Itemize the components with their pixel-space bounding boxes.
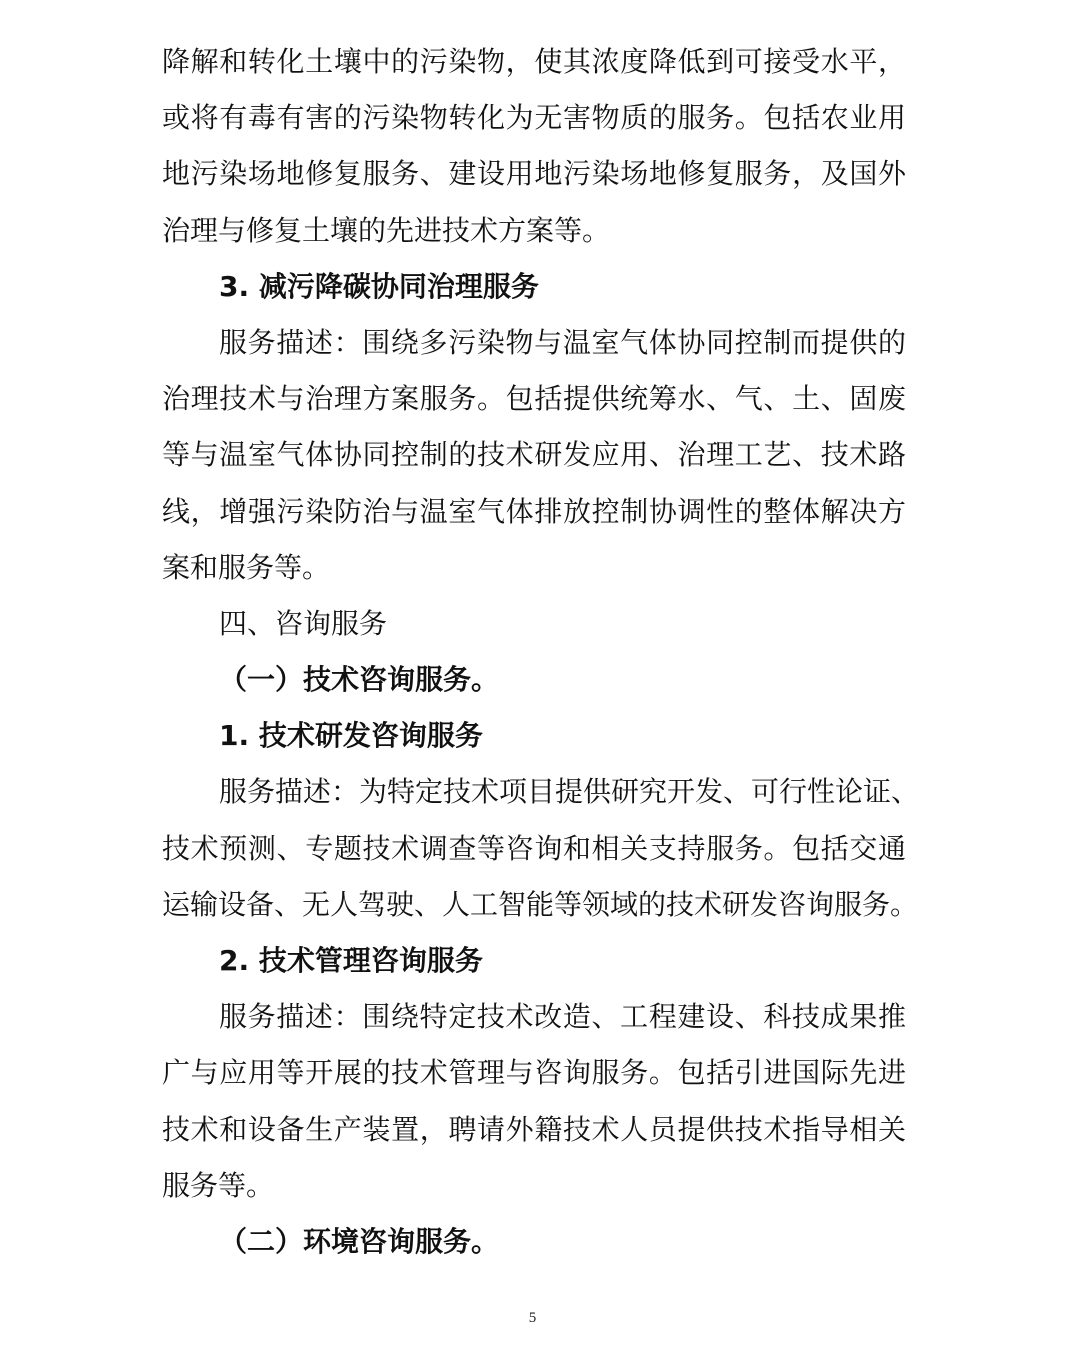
body-text-line: 技术和设备生产装置，聘请外籍技术人员提供技术指导相关 bbox=[162, 1112, 906, 1146]
subsection-heading: 2. 技术管理咨询服务 bbox=[219, 944, 483, 977]
body-text-line: 技术预测、专题技术调查等咨询和相关支持服务。包括交通 bbox=[162, 831, 906, 865]
subsection-heading: 1. 技术研发咨询服务 bbox=[219, 719, 483, 753]
body-text-line: 服务等。 bbox=[162, 1168, 275, 1202]
subsection-heading: 3. 减污降碳协同治理服务 bbox=[219, 269, 539, 303]
body-text-line: 或将有毒有害的污染物转化为无害物质的服务。包括农业用 bbox=[162, 101, 906, 135]
category-heading: （二）环境咨询服务。 bbox=[219, 1224, 500, 1258]
body-text-line: 服务描述：围绕多污染物与温室气体协同控制而提供的 bbox=[219, 325, 906, 359]
document-body bbox=[162, 34, 920, 1270]
body-text-line: 治理与修复土壤的先进技术方案等。 bbox=[162, 213, 611, 247]
body-text-line: 等与温室气体协同控制的技术研发应用、治理工艺、技术路 bbox=[162, 438, 906, 472]
body-text-line: 治理技术与治理方案服务。包括提供统筹水、气、土、固废 bbox=[162, 382, 906, 416]
body-text-line: 案和服务等。 bbox=[162, 550, 331, 584]
body-text-line: 运输设备、无人驾驶、人工智能等领域的技术研发咨询服务。 bbox=[162, 887, 919, 921]
body-text-line: 服务描述：围绕特定技术改造、工程建设、科技成果推 bbox=[219, 1000, 906, 1034]
body-text-line: 服务描述：为特定技术项目提供研究开发、可行性论证、 bbox=[219, 775, 920, 809]
body-text-line: 广与应用等开展的技术管理与咨询服务。包括引进国际先进 bbox=[162, 1056, 906, 1090]
body-text-line: 降解和转化土壤中的污染物，使其浓度降低到可接受水平， bbox=[162, 45, 906, 78]
body-text-line: 线，增强污染防治与温室气体排放控制协调性的整体解决方 bbox=[162, 494, 906, 528]
page-number: 5 bbox=[528, 1310, 537, 1326]
category-heading: （一）技术咨询服务。 bbox=[219, 663, 500, 697]
section-heading: 四、咨询服务 bbox=[219, 606, 388, 640]
body-text-line: 地污染场地修复服务、建设用地污染场地修复服务，及国外 bbox=[162, 157, 906, 191]
